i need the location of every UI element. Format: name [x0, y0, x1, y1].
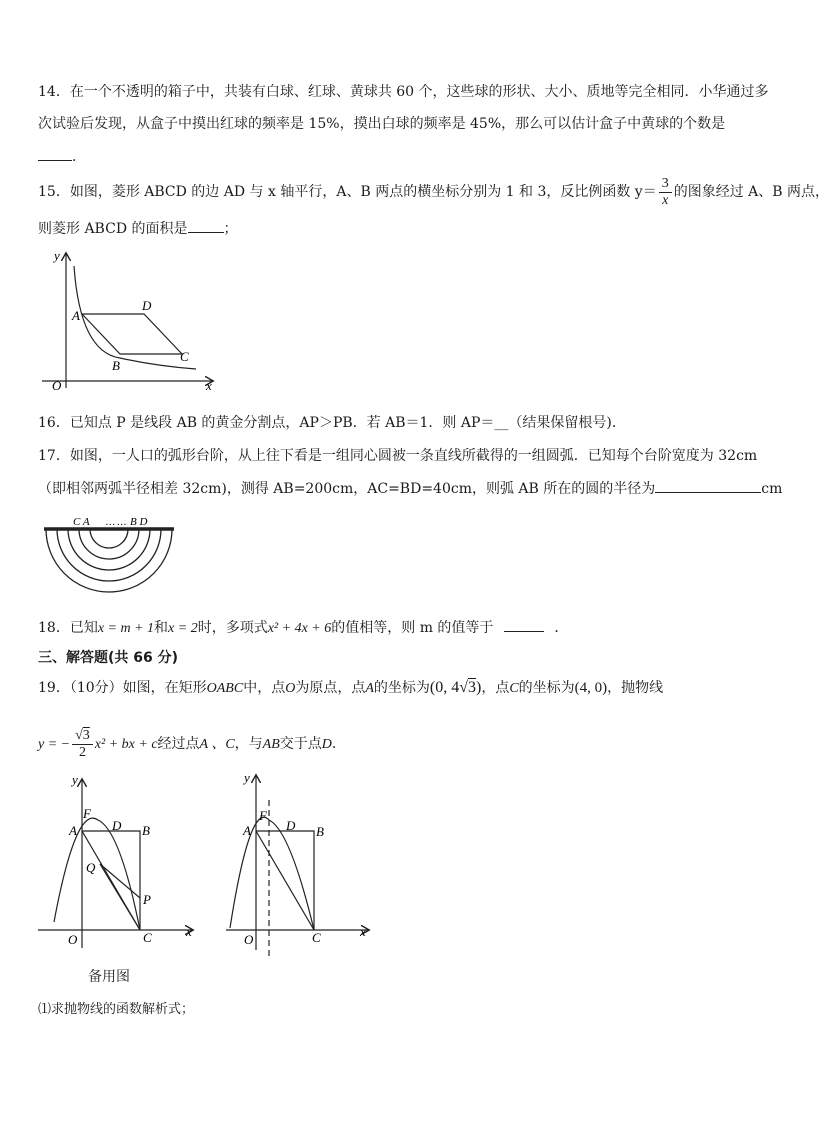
x-axis-label: x [186, 924, 192, 939]
q16-line: 16．已知点 P 是线段 AB 的黄金分割点，AP＞PB．若 AB＝1．则 AP＝__（结果保留根号)． [38, 415, 626, 431]
equation-prefix: y = − [38, 737, 71, 752]
arc-1 [79, 529, 139, 559]
q19-text: ，抛物线 [607, 680, 664, 696]
point-d-label: D [112, 818, 122, 833]
answer-blank [504, 617, 544, 632]
q14-end-punct: ． [72, 149, 86, 165]
q15-text-a: 15．如图，菱形 ABCD 的边 AD 与 x 轴平行，A、B 两点的横坐标分别为 1 和 3，反比例函数 y＝ [38, 184, 657, 200]
point-f-label: F [259, 808, 267, 823]
fraction-numerator: √3 [72, 728, 93, 745]
q14-line2: 次试验后发现，从盒子中摸出红球的频率是 15%，摸出白球的频率是 45%，那么可以估计盒子中黄球的个数是 [38, 116, 726, 132]
math-expr: AB [262, 737, 280, 752]
point-b-label: B [142, 823, 150, 838]
x-axis-label: x [360, 924, 366, 939]
coord-a-post: ) [476, 679, 482, 696]
q18-text-5: ． [554, 620, 569, 636]
point-c-label: C [180, 349, 189, 364]
point-a-label: A [72, 308, 80, 323]
math-expr: x = m + 1 [97, 621, 155, 636]
arc-2 [68, 529, 150, 570]
q19-line2 [38, 722, 336, 766]
points-ca-label: C A [73, 516, 90, 528]
q15-line1 [38, 172, 829, 212]
q17-line1: 17．如图，一人口的弧形台阶，从上往下看是一组同心圆被一条直线所截得的一组圆弧．已知每个台阶宽度为 32cm [38, 448, 758, 464]
math-expr: D [321, 737, 332, 752]
y-axis-label: y [72, 772, 78, 787]
point-d-label: D [286, 818, 296, 833]
q19-text: 经过点 [157, 736, 200, 752]
answer-blank [38, 146, 72, 161]
math-expr: x = 2 [168, 621, 198, 636]
origin-label: O [68, 932, 78, 947]
q19-line1 [38, 678, 663, 699]
rhombus-abcd [82, 314, 182, 354]
section-title: 三、解答题(共 66 分) [38, 650, 179, 666]
point-a-label: A [69, 823, 77, 838]
y-axis-label: y [244, 770, 250, 785]
q15-text-c: 则菱形 ABCD 的面积是 [38, 221, 188, 237]
math-expr: OABC [206, 681, 244, 696]
q14-line1: 14．在一个不透明的箱子中，共装有白球、红球、黄球共 60 个，这些球的形状、大小、质地等完全相同．小华通过多 [38, 84, 769, 100]
segment-qc [100, 864, 140, 930]
q15-end-punct: ； [223, 221, 238, 237]
q17-text-a: （即相邻两弧半径相差 32cm)，测得 AB=200cm，AC=BD=40cm，则弧 AB 所在的圆的半径为 [38, 481, 656, 497]
x-axis-label: x [206, 378, 212, 393]
q17-line2 [38, 478, 782, 499]
sqrt-radicand: 3 [468, 679, 476, 696]
q19-text: 交于点 [279, 736, 322, 752]
point-a-label: A [243, 823, 251, 838]
q19-text: 为原点，点 [295, 680, 366, 696]
q19-text: 的坐标为 [373, 680, 430, 696]
q14-line3 [38, 146, 86, 167]
q17-unit: cm [761, 481, 783, 497]
q18-text-2: 和 [154, 620, 169, 636]
ellipsis-label: … … [106, 517, 127, 528]
q18-text-3: 时，多项式 [197, 620, 268, 636]
point-b-label: B [112, 358, 120, 373]
point-p-label: P [143, 892, 151, 907]
segment-ac [256, 831, 314, 930]
math-expr: A [365, 681, 374, 696]
fraction-denominator: 2 [78, 744, 86, 760]
sqrt-sign: √ [459, 679, 468, 696]
point-c-label: C [143, 930, 152, 945]
math-expr: C [509, 681, 519, 696]
equation-suffix: x² + bx + c [94, 737, 158, 752]
coord-a [430, 679, 481, 696]
point-f-label: F [83, 806, 91, 821]
answer-blank [655, 478, 761, 493]
arc-inner [90, 529, 128, 548]
point-b-label: B [316, 824, 324, 839]
q19-text: ，与 [234, 736, 263, 752]
answer-blank [188, 218, 224, 233]
q19-figure-backup [226, 770, 376, 956]
origin-label: O [244, 932, 254, 947]
q19-text: 19．（10分）如图，在矩形 [38, 680, 207, 696]
origin-label: O [52, 378, 62, 393]
fraction-numerator: 3 [659, 176, 672, 193]
point-d-label: D [142, 298, 152, 313]
points-bd-label: B D [130, 516, 148, 528]
q15-fraction [659, 176, 672, 209]
point-q-label: Q [86, 860, 96, 875]
arc-outer [46, 529, 172, 592]
q19-figure-main [36, 772, 200, 950]
q18-text-4: 的值相等，则 m 的值等于 [331, 620, 494, 636]
q15-line2 [38, 218, 238, 239]
fraction-denominator: x [662, 192, 669, 208]
q17-steps-figure [40, 512, 180, 598]
sqrt-radicand: 3 [82, 727, 90, 743]
coord-a-pre: (0, 4 [429, 679, 460, 696]
q18-text-1: 18．已知 [38, 620, 98, 636]
q15-rhombus-figure [36, 248, 216, 396]
math-expr: O [285, 681, 296, 696]
q19-text: 的坐标为 [518, 680, 575, 696]
math-expr: A 、C [199, 737, 235, 752]
point-c-label: C [312, 930, 321, 945]
parabola-curve [54, 818, 140, 930]
y-axis-label: y [54, 248, 60, 263]
q19-text: . [331, 736, 337, 752]
coord-c: (4, 0) [574, 680, 608, 696]
q15-text-b: 的图象经过 A、B 两点， [673, 184, 829, 200]
q19-sub1: ⑴求抛物线的函数解析式； [38, 1002, 195, 1017]
equation-fraction [72, 728, 93, 761]
q19-text: ，点 [481, 680, 510, 696]
q19-text: 中，点 [243, 680, 286, 696]
q18-line [38, 617, 568, 639]
math-expr: x² + 4x + 6 [267, 621, 332, 636]
figure-caption: 备用图 [88, 969, 130, 985]
arc-3 [57, 529, 161, 581]
segment-qp [100, 864, 140, 898]
